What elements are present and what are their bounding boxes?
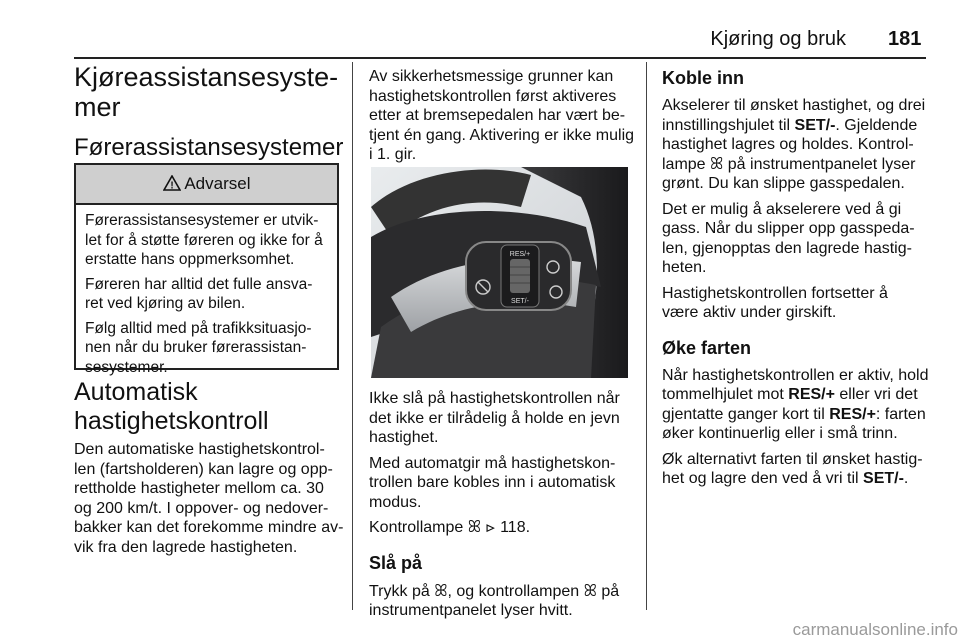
increase-speed-heading: Øke farten xyxy=(662,337,752,358)
warning-box xyxy=(74,163,339,376)
warning-label: Advarsel xyxy=(184,174,251,193)
warning-paragraph-1: Førerassistansesystemer er utvik- let for å støtte føreren og ikke for å erstatte hans oppmerksomhet. xyxy=(85,212,323,268)
automatic-mode-paragraph: Med automatgir må hastighetskon- trollen bare kobles inn i automatisk modus. xyxy=(369,454,616,511)
watermark-url: carmanualsonline.info xyxy=(792,620,958,639)
gear-change-paragraph: Hastighetskontrollen fortsetter å være aktiv under girskift. xyxy=(662,284,888,321)
subsection-title: Førerassistansesystemer xyxy=(74,134,344,161)
warning-paragraph-uniform-speed: Ikke slå på hastighetskontrollen når det ikke er tilrådelig å holde en jevn hastighet. xyxy=(369,390,620,446)
alternative-speed-paragraph: Øk alternativt farten til ønsket hastig- het og lagre den ved å vri til SET/-. xyxy=(662,450,923,487)
accelerate-paragraph: Det er mulig å akselerere ved å gi gass. Når du slipper opp gasspeda- len, gjenopptas den lagrede hastig- heten. xyxy=(662,200,915,276)
switch-on-paragraph: Trykk på ꕤ, og kontrollampen ꕤ på instrumentpanelet lyser hvitt. xyxy=(369,582,620,619)
column-1 xyxy=(74,62,344,162)
res-label: RES/+ xyxy=(509,251,531,258)
section-title-line2: mer xyxy=(74,92,121,122)
column-2-bottom xyxy=(369,389,639,621)
warning-paragraph-2: Føreren har alltid det fulle ansva- ret ved kjøring av bilen. xyxy=(85,275,313,312)
section-title xyxy=(74,62,344,122)
section-title-line1: Kjøreassistansesyste- xyxy=(74,62,339,92)
header-divider xyxy=(74,57,926,59)
column-2-top xyxy=(369,67,637,165)
cruise-control-section xyxy=(74,378,349,557)
control-lamp-reference: Kontrollampe ꕤ ⊳ 118. xyxy=(369,519,531,536)
column-divider-2 xyxy=(646,62,647,610)
svg-text:!: ! xyxy=(169,180,174,191)
cruise-control-heading: Automatisk hastighetskontroll xyxy=(74,378,269,435)
steering-wheel-image xyxy=(371,167,628,378)
warning-paragraph-3: Følg alltid med på trafikksituasjo- nen når du bruker førerassistan- sesystemer. xyxy=(85,319,312,376)
running-header-title: Kjøring og bruk xyxy=(710,28,846,50)
page-number: 181 xyxy=(888,28,922,50)
column-divider-1 xyxy=(352,62,353,610)
set-label: SET/- xyxy=(511,298,529,305)
cruise-control-intro: Den automatiske hastighetskontrol- len (fartsholderen) kan lagre og opp- rettholde hastigheter mellom ca. 30 og 200 km/t. I oppover- og nedover- bakker kan det forekomme mindre av- vik fra den lagrede hastigheten. xyxy=(74,441,344,556)
engage-paragraph: Akselerer til ønsket hastighet, og drei innstillingshjulet til SET/-. Gjeldende hastighet lagres og holdes. Kontrol- lampe ꕤ på instrumentpanelet lyser grønt. Du kan slippe gasspedalen. xyxy=(662,97,926,192)
switch-on-heading: Slå på xyxy=(369,552,423,573)
warning-header xyxy=(76,165,337,205)
warning-body xyxy=(76,205,337,377)
warning-triangle-icon xyxy=(163,167,181,191)
increase-speed-paragraph: Når hastighetskontrollen er aktiv, hold tommelhjulet mot RES/+ eller vri det gjentatte ganger kort til RES/+: farten øker kontinuerlig eller i små trinn. xyxy=(662,366,929,442)
safety-paragraph: Av sikkerhetsmessige grunner kan hastighetskontrollen først aktiveres etter at bremsepedalen har vært be- tjent én gang. Aktivering er ikke mulig i 1. gir. xyxy=(369,68,635,163)
column-3 xyxy=(662,67,930,489)
engage-heading: Koble inn xyxy=(662,68,744,88)
